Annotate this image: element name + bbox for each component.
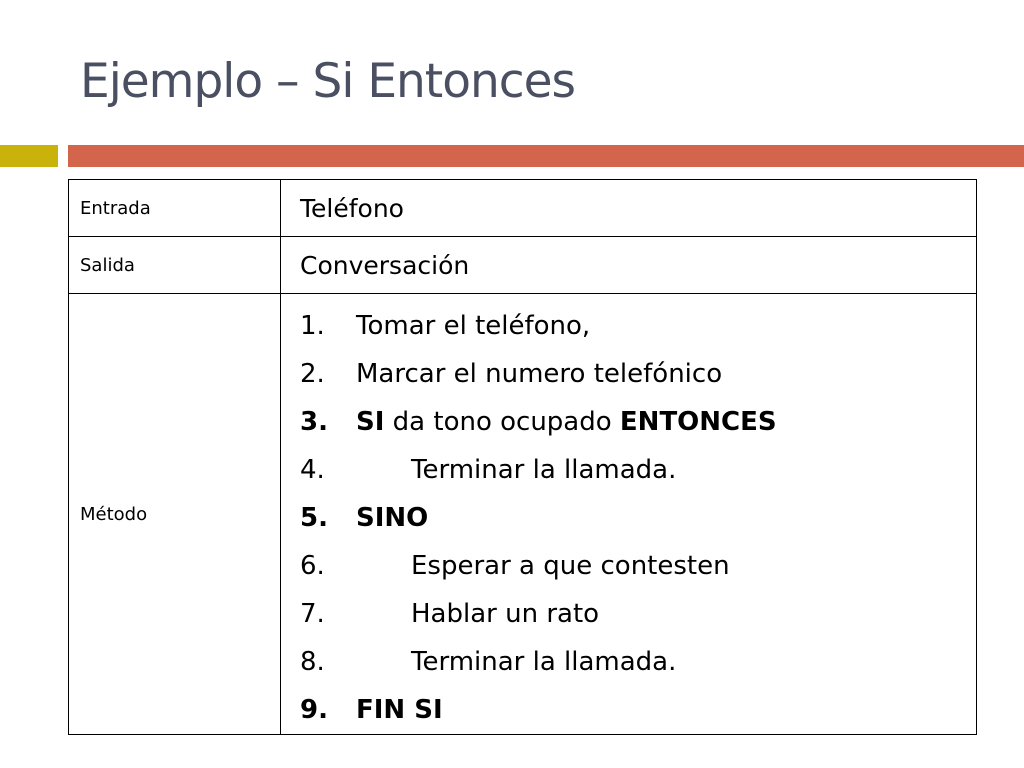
step-number: 4. [300,455,325,485]
step-number: 8. [300,647,325,677]
step-text-segment: Esperar a que contesten [411,551,730,581]
salida-value: Conversación [281,237,977,294]
step-text-segment: Terminar la llamada. [411,647,677,677]
method-step [300,494,976,542]
step-text-segment: Marcar el numero telefónico [356,359,723,389]
step-keyword: SI [356,407,385,437]
step-number: 3. [300,407,328,437]
step-keyword: FIN SI [356,695,443,725]
step-number: 7. [300,599,325,629]
salida-label: Salida [69,237,281,294]
method-step [300,542,976,590]
step-keyword: ENTONCES [619,407,777,437]
step-indent [356,590,411,638]
method-step [300,350,976,398]
step-text [356,350,722,398]
step-number: 2. [300,359,325,389]
step-text-segment: Tomar el teléfono, [356,311,591,341]
method-step [300,446,976,494]
method-step [300,686,976,734]
slide-title: Ejemplo – Si Entonces [80,54,576,109]
method-step [300,590,976,638]
title-accent-bar-red [68,145,1024,167]
table-row-metodo [69,294,977,735]
step-number: 5. [300,503,328,533]
step-text [411,590,599,638]
method-steps-list [300,294,976,734]
table-row-entrada [69,180,977,237]
step-keyword: SINO [356,503,429,533]
title-accent-bar-yellow [0,145,58,167]
step-text [411,446,676,494]
step-text-segment: Hablar un rato [411,599,600,629]
entrada-label: Entrada [69,180,281,237]
step-indent [356,542,411,590]
step-indent [356,446,411,494]
step-text [411,638,676,686]
method-step [300,638,976,686]
step-text-segment: Terminar la llamada. [411,455,677,485]
step-text [356,494,428,542]
method-step [300,302,976,350]
step-number: 9. [300,695,328,725]
metodo-label: Método [69,294,281,735]
algorithm-table [68,179,977,735]
step-text [356,398,777,446]
step-text [356,302,590,350]
step-text [356,686,443,734]
step-number: 1. [300,311,325,341]
step-text-segment: da tono ocupado [384,407,620,437]
step-number: 6. [300,551,325,581]
entrada-value: Teléfono [281,180,977,237]
metodo-steps-cell [281,294,977,735]
table-row-salida [69,237,977,294]
method-step [300,398,976,446]
step-indent [356,638,411,686]
step-text [411,542,730,590]
